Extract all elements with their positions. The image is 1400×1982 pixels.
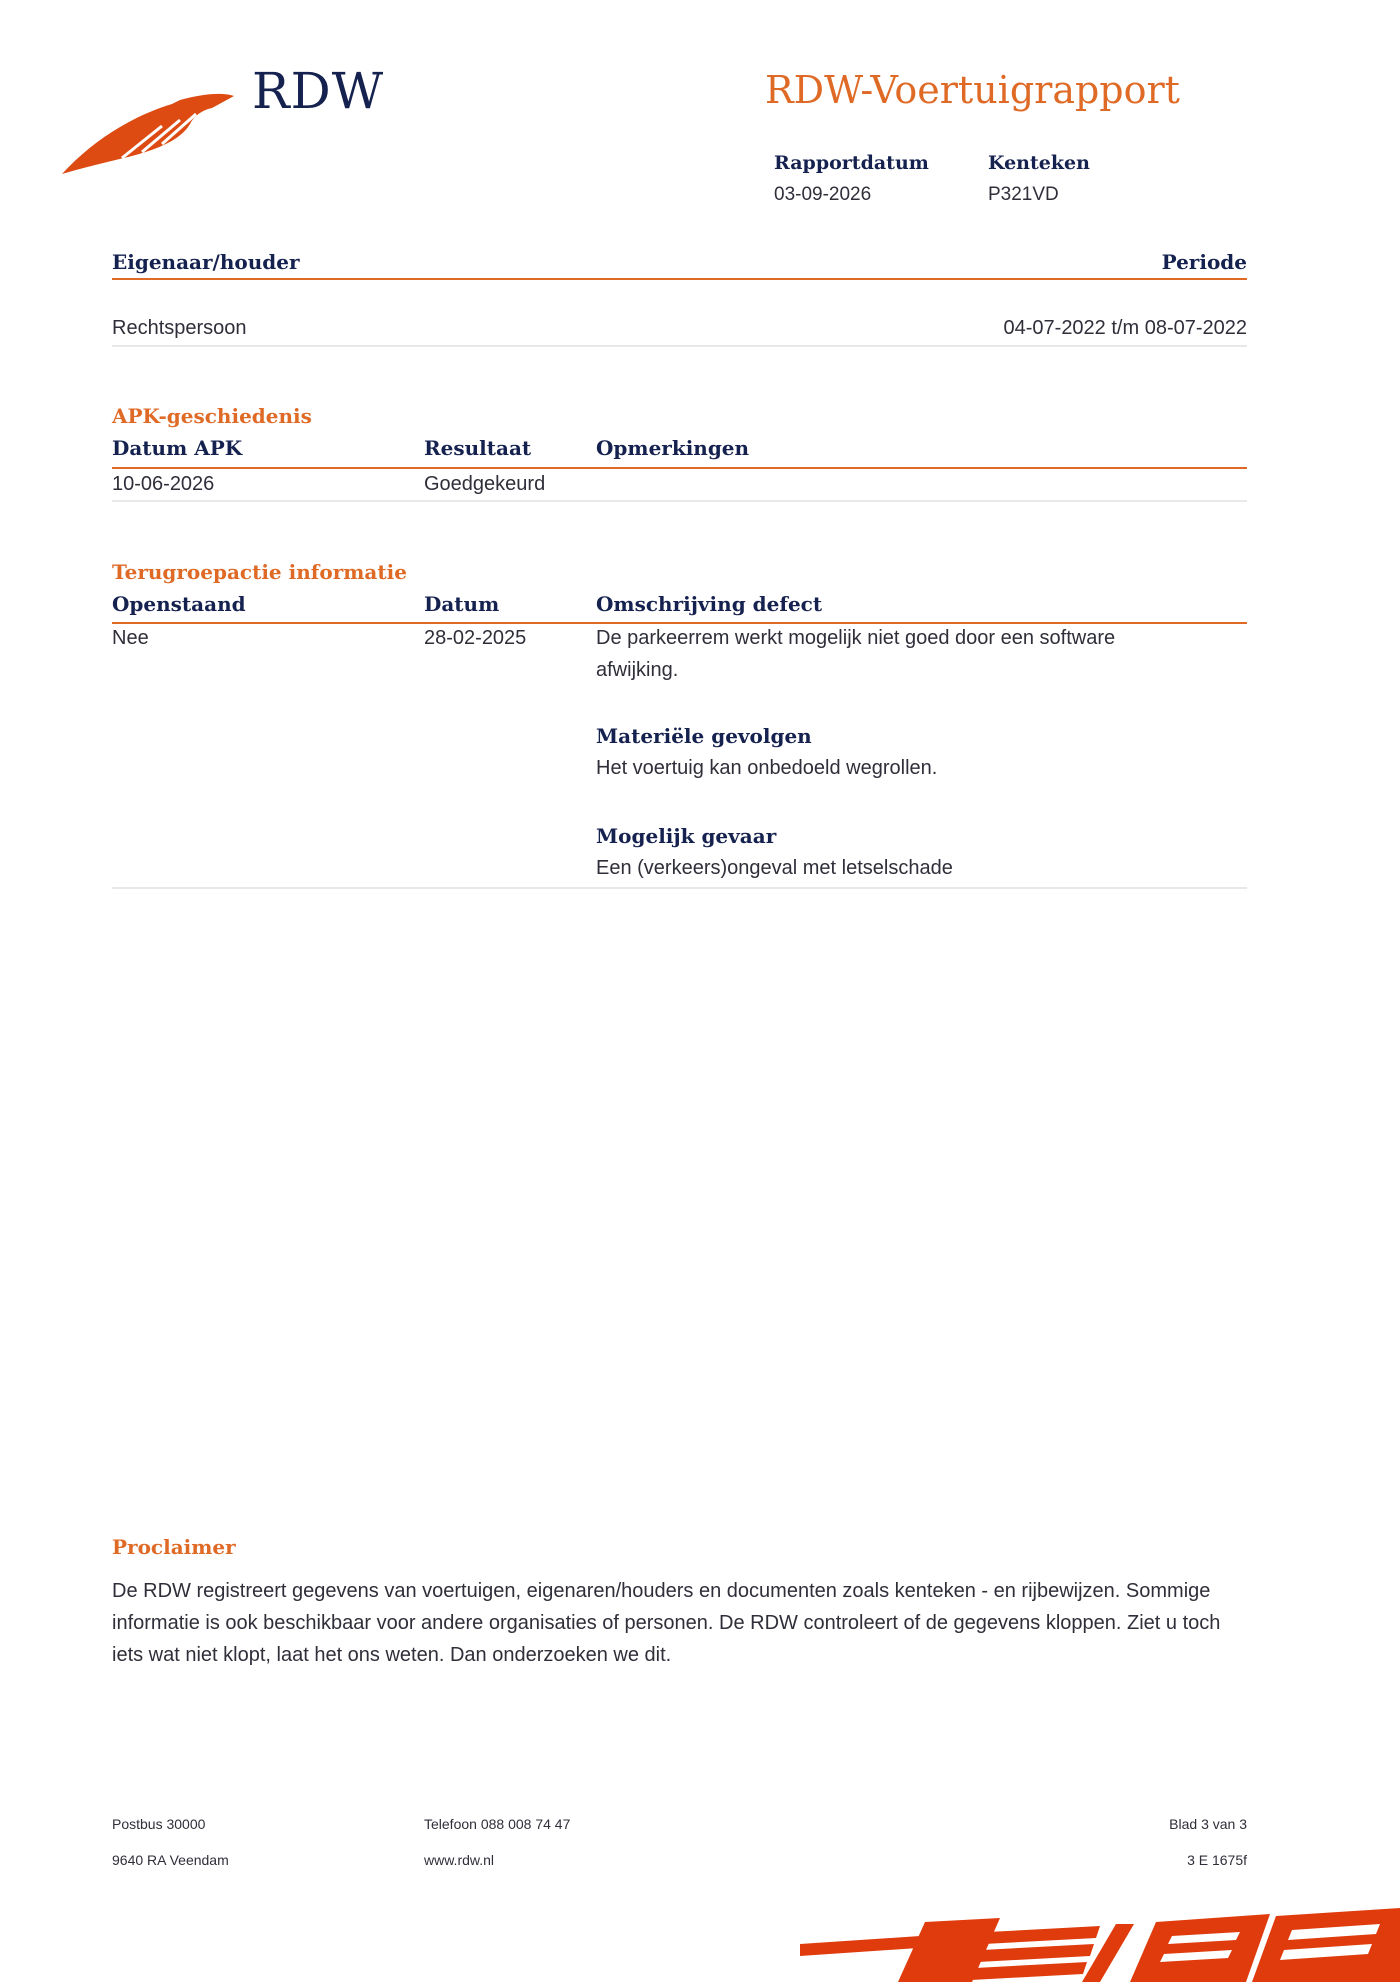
report-date-value: 03-09-2026 xyxy=(774,184,872,205)
recall-danger-label: Mogelijk gevaar xyxy=(596,824,777,848)
rdw-logo-mark-icon xyxy=(62,86,234,178)
recall-consequences-value: Het voertuig kan onbedoeld wegrollen. xyxy=(596,757,938,779)
decorative-stripes-icon xyxy=(800,1908,1400,1982)
plate-label: Kenteken xyxy=(988,152,1090,174)
apk-row-result: Goedgekeurd xyxy=(424,473,546,495)
report-date-label: Rapportdatum xyxy=(774,152,929,174)
period-header: Periode xyxy=(1161,250,1247,274)
recall-open-value: Nee xyxy=(112,627,149,649)
apk-row-rule xyxy=(112,500,1247,502)
owner-header-rule xyxy=(112,278,1247,280)
recall-date-value: 28-02-2025 xyxy=(424,627,527,649)
plate-value: P321VD xyxy=(988,184,1059,205)
footer-address-line1: Postbus 30000 xyxy=(112,1816,206,1832)
footer-page-number: Blad 3 van 3 xyxy=(1169,1816,1247,1832)
rdw-logo-text: RDW xyxy=(252,62,385,120)
recall-description-value: De parkeerrem werkt mogelijk niet goed door een software afwijking. xyxy=(596,627,1116,681)
recall-header-description: Omschrijving defect xyxy=(596,592,823,616)
report-title: RDW-Voertuigrapport xyxy=(765,68,1180,112)
recall-header-open: Openstaand xyxy=(112,592,246,616)
proclaimer-title: Proclaimer xyxy=(112,1535,236,1559)
apk-header-result: Resultaat xyxy=(424,436,532,460)
recall-section-title: Terugroepactie informatie xyxy=(112,560,407,584)
apk-section-title: APK-geschiedenis xyxy=(112,404,312,428)
apk-header-date: Datum APK xyxy=(112,436,243,460)
period-value: 04-07-2022 t/m 08-07-2022 xyxy=(1003,317,1247,339)
apk-header-rule xyxy=(112,467,1247,469)
apk-row-date: 10-06-2026 xyxy=(112,473,215,495)
proclaimer-text: De RDW registreert gegevens van voertuigen, eigenaren/houders en documenten zoals kenteken - en rijbewijzen. Sommige informatie is ook beschikbaar voor andere organisaties of personen. De RDW controleert of de gegevens kloppen. Ziet u toch iets wat niet klopt, laat het ons weten. Dan onderzoeken we dit. xyxy=(112,1580,1221,1666)
owner-row-rule xyxy=(112,345,1247,347)
recall-header-date: Datum xyxy=(424,592,500,616)
footer-phone: Telefoon 088 008 74 47 xyxy=(424,1816,571,1832)
footer-document-code: 3 E 1675f xyxy=(1187,1852,1247,1868)
recall-danger-value: Een (verkeers)ongeval met letselschade xyxy=(596,857,953,879)
owner-header: Eigenaar/houder xyxy=(112,250,300,274)
footer-address-line2: 9640 RA Veendam xyxy=(112,1852,229,1868)
footer-website: www.rdw.nl xyxy=(424,1852,495,1868)
owner-value: Rechtspersoon xyxy=(112,317,247,339)
apk-header-remarks: Opmerkingen xyxy=(596,436,750,460)
recall-consequences-label: Materiële gevolgen xyxy=(596,724,812,748)
recall-row-rule xyxy=(112,887,1247,889)
